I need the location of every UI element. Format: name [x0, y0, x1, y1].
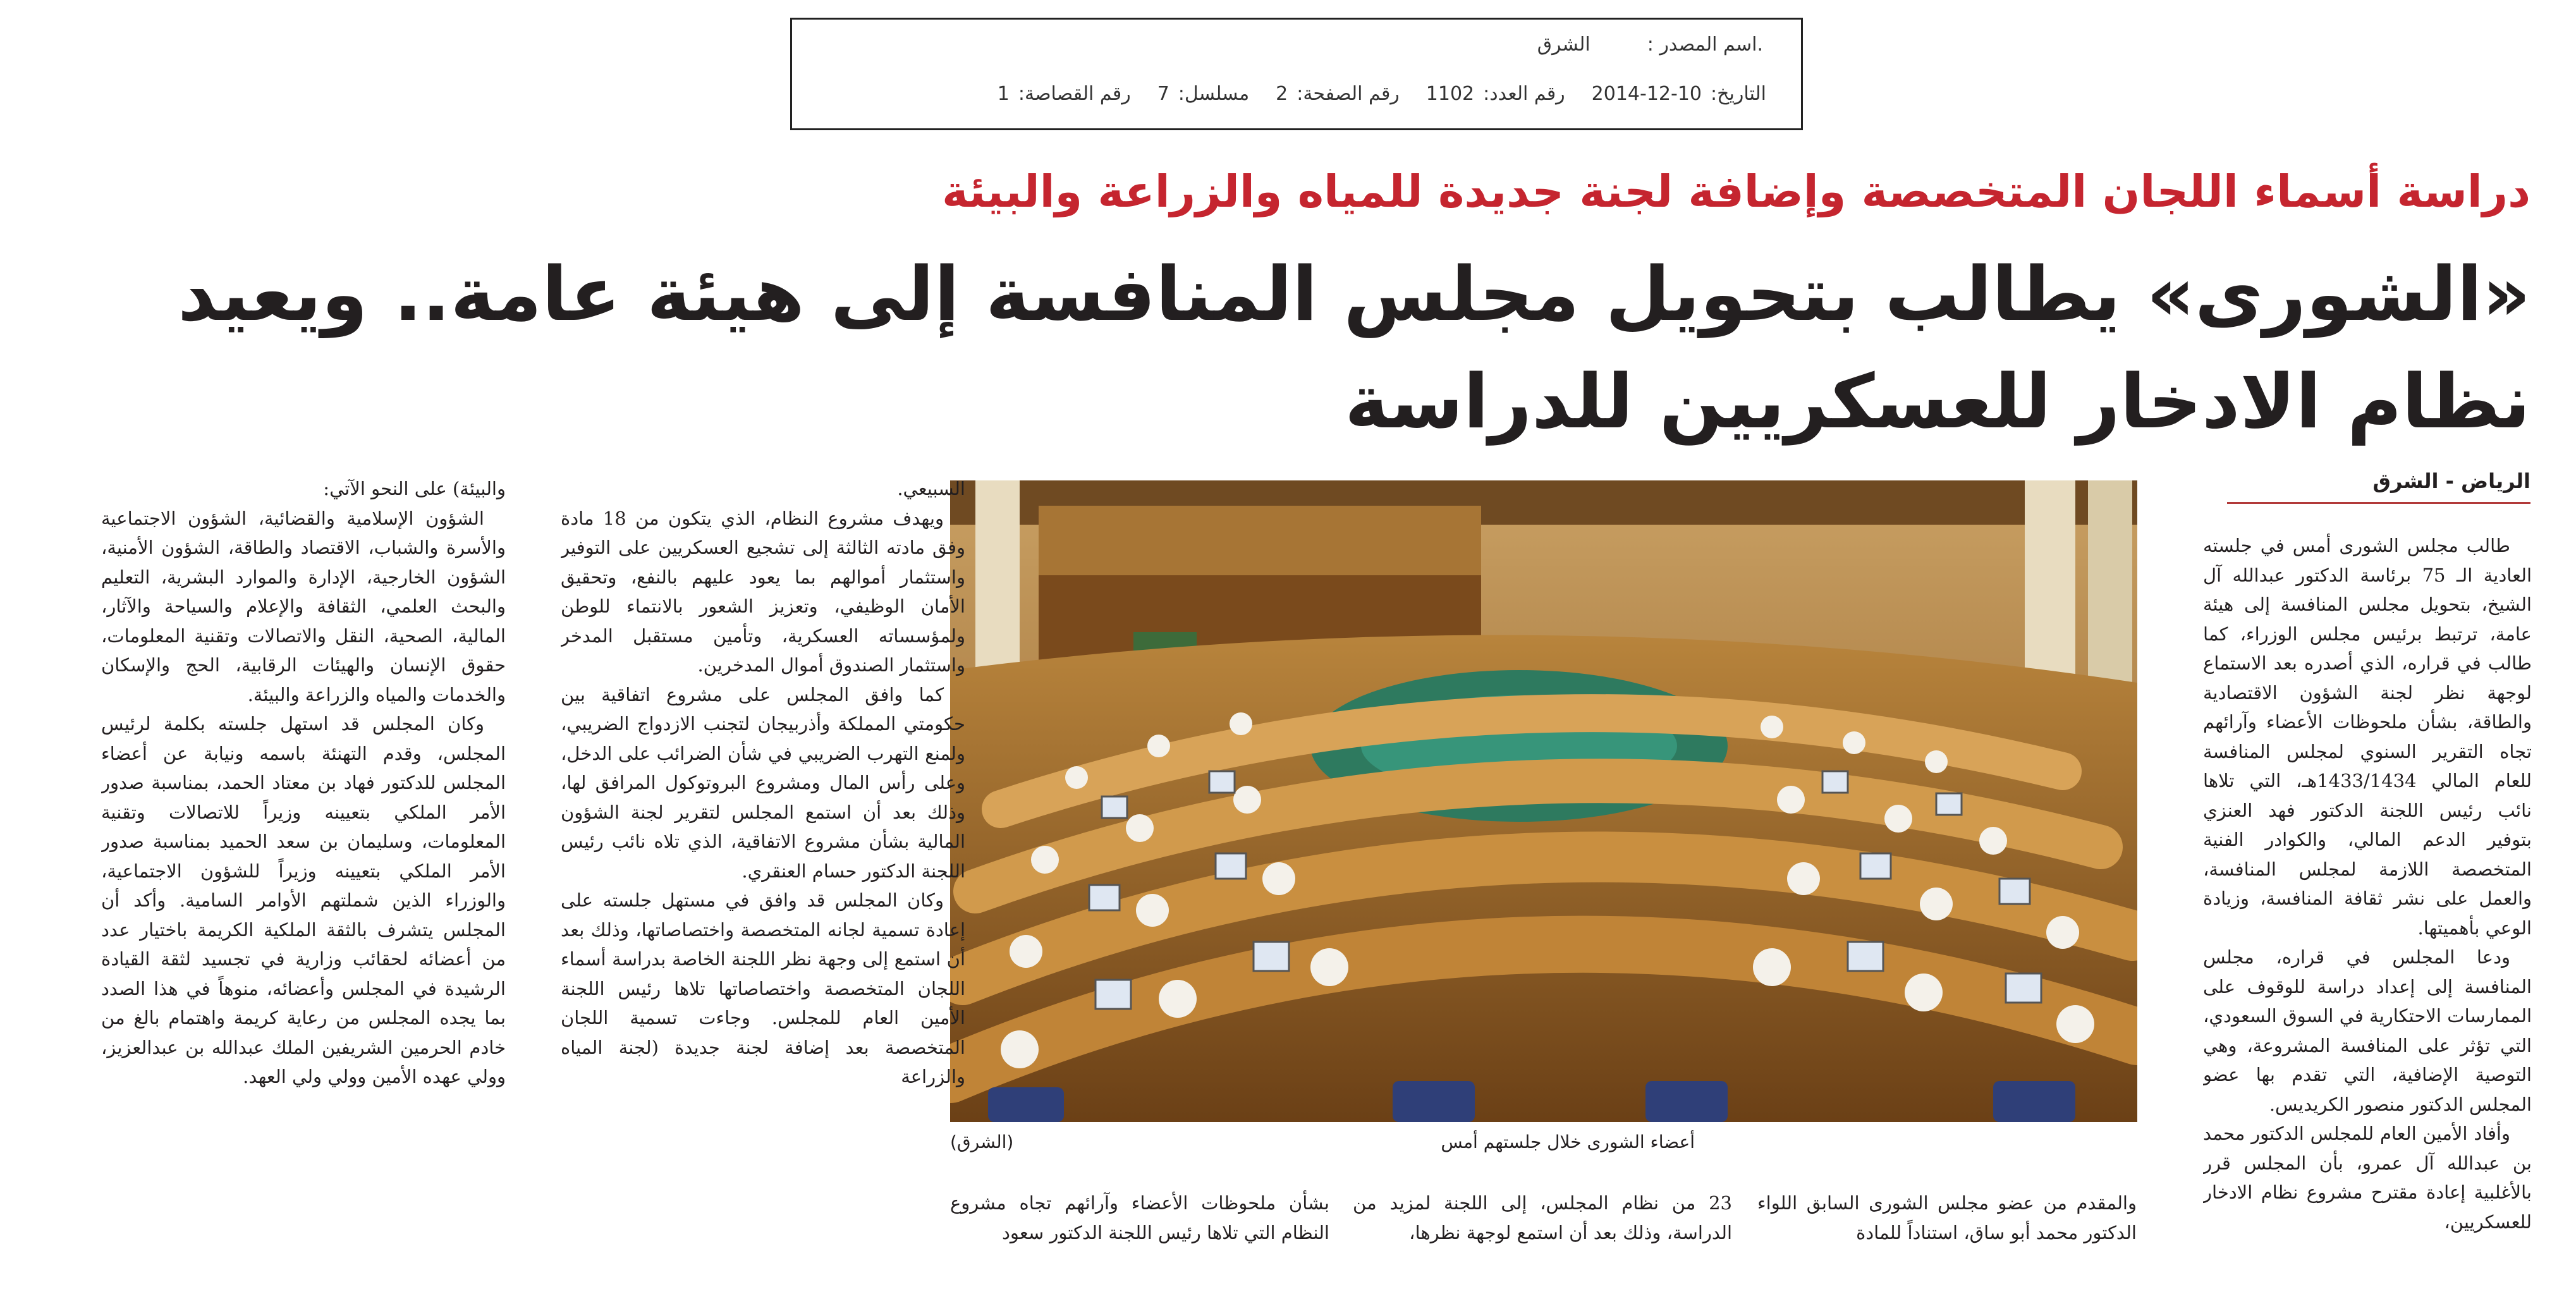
paragraph: والبيئة) على النحو الآتي:	[323, 478, 506, 499]
paragraph: 23 من نظام المجلس، إلى اللجنة لمزيد من الدراسة، وذلك بعد أن استمع لوجهة نظرها،	[1353, 1192, 1732, 1243]
article-column-5	[101, 474, 506, 1271]
paragraph: وكان المجلس قد وافق في مستهل جلسته على إعادة تسمية لجانه المتخصصة واختصاصاتها، وذلك بعد أن استمع إلى وجهة نظر اللجنة الخاصة بدراسة أسماء اللجان المتخصصة واختصاصاتها تلاها رئيس اللجنة الأمين العام للمجلس. وجاءت تسمية اللجان المتخصصة بعد إضافة لجنة جديدة (لجنة المياه والزراعة	[561, 889, 965, 1087]
clipping-metadata-box	[790, 18, 1803, 130]
article-column-4	[561, 474, 965, 1271]
under-photo-column-2	[1353, 1188, 1732, 1264]
paragraph: وأفاد الأمين العام للمجلس الدكتور محمد بن عبدالله آل عمرو، بأن المجلس قرر بالأغلبية إعادة مقترح مشروع نظام الادخار للعسكريين،	[2203, 1123, 2532, 1233]
date-field	[1592, 83, 1766, 105]
source-value: الشرق	[1537, 34, 1590, 56]
issue-label: رقم العدد:	[1483, 83, 1565, 105]
clip-label: رقم القصاصة:	[1018, 83, 1131, 105]
page-label: رقم الصفحة:	[1297, 83, 1400, 105]
article-column-1	[2203, 531, 2532, 1271]
serial-value: 7	[1157, 83, 1169, 105]
paragraph: كما وافق المجلس على مشروع اتفاقية بين حكومتي المملكة وأذربيجان لتجنب الازدواج الضريبي، ولمنع التهرب الضريبي في شأن الضرائب على الدخل، وعلى رأس المال ومشروع البروتوكول المرافق لها، وذلك بعد أن استمع المجلس لتقرير لجنة الشؤون المالية بشأن مشروع الاتفاقية، الذي تلاه نائب رئيس اللجنة الدكتور حسام العنقري.	[561, 683, 965, 882]
photo-caption-bar	[950, 1132, 2137, 1157]
headline-line-2: نظام الادخار للعسكريين للدراسة	[1345, 358, 2530, 445]
page-value: 2	[1276, 83, 1288, 105]
byline: الرياض - الشرق	[2227, 469, 2530, 504]
paragraph: وكان المجلس قد استهل جلسته بكلمة لرئيس المجلس، وقدم التهنئة باسمه ونيابة عن أعضاء المجلس للدكتور فهاد بن معتاد الحمد، بمناسبة صدور الأمر الملكي بتعيينه وزيراً للاتصالات وتقنية المعلومات، وسليمان بن سعد الحميد بمناسبة صدور الأمر الملكي بتعيينه وزيراً للشؤون الاجتماعية، والوزراء الذين شملتهم الأوامر السامية. وأكد أن المجلس يتشرف بالثقة الملكية الكريمة باختيار عدد من أعضائه لحقائب وزارية في تجسيد لثقة القيادة الرشيدة في المجلس وأعضائه، منوهاً في هذا الصدد بما يجده المجلس من رعاية كريمة واهتمام بالغ من خادم الحرمين الشريفين الملك عبدالله بن عبدالعزيز، وولي عهده الأمين وولي ولي العهد.	[101, 713, 506, 1087]
paragraph: ويهدف مشروع النظام، الذي يتكون من 18 مادة وفق مادته الثالثة إلى تشجيع العسكريين على التوفير واستثمار أموالهم بما يعود عليهم بالنفع، وتحقيق الأمان الوظيفي، وتعزيز الشعور بالانتماء للوطن ولمؤسساته العسكرية، وتأمين مستقبل المدخر واستثمار الصندوق أموال المدخرين.	[561, 507, 965, 676]
paragraph: الشؤون الإسلامية والقضائية، الشؤون الاجتماعية والأسرة والشباب، الاقتصاد والطاقة، الشؤون الأمنية، الشؤون الخارجية، الإدارة والموارد البشرية، التعليم والبحث العلمي، الثقافة والإعلام والسياحة والآثار، المالية، الصحية، النقل والاتصالات وتقنية المعلومات، حقوق الإنسان والهيئات الرقابية، الحج والإسكان والخدمات والمياه والزراعة والبيئة.	[101, 507, 506, 705]
photo-credit: (الشرق)	[950, 1132, 1014, 1152]
clip-value: 1	[997, 83, 1010, 105]
under-photo-column-1	[1757, 1188, 2137, 1264]
under-photo-column-3	[950, 1188, 1329, 1264]
serial-field	[1157, 83, 1249, 105]
paragraph: والمقدم من عضو مجلس الشورى السابق اللواء الدكتور محمد أبو ساق، استناداً للمادة	[1757, 1192, 2137, 1243]
issue-details-row	[998, 83, 1766, 105]
issue-field	[1426, 83, 1565, 105]
date-value: 2014-12-10	[1591, 83, 1702, 105]
paragraph: السبيعي.	[897, 478, 965, 499]
paragraph: ودعا المجلس في قراره، مجلس المنافسة إلى إعداد دراسة للوقوف على الممارسات الاحتكارية في السوق السعودي، التي تؤثر على المنافسة المشروعة، وهي التوصية الإضافية، التي تقدم بها عضو المجلس الدكتور منصور الكريديس.	[2203, 946, 2532, 1115]
headline-line-1: «الشورى» يطالب بتحويل مجلس المنافسة إلى هيئة عامة.. ويعيد	[178, 250, 2530, 338]
serial-label: مسلسل:	[1178, 83, 1250, 105]
chamber-photo	[950, 480, 2137, 1122]
assembly-hall-illustration	[950, 480, 2137, 1122]
article-kicker: دراسة أسماء اللجان المتخصصة وإضافة لجنة جديدة للمياه والزراعة والبيئة	[942, 166, 2530, 217]
paragraph: بشأن ملحوظات الأعضاء وآرائهم تجاه مشروع النظام التي تلاها رئيس اللجنة الدكتور سعود	[950, 1192, 1329, 1243]
issue-value: 1102	[1425, 83, 1475, 105]
source-row	[1537, 34, 1763, 56]
clip-field	[998, 83, 1131, 105]
source-label: .اسم المصدر :	[1647, 34, 1763, 56]
page-field	[1276, 83, 1400, 105]
date-label: التاريخ:	[1711, 83, 1766, 105]
paragraph: طالب مجلس الشورى أمس في جلسته العادية الـ 75 برئاسة الدكتور عبدالله آل الشيخ، بتحويل مجلس المنافسة إلى هيئة عامة، ترتبط برئيس مجلس الوزراء، كما طالب في قراره، الذي أصدره بعد الاستماع لوجهة نظر لجنة الشؤون الاقتصادية والطاقة، بشأن ملحوظات الأعضاء وآرائهم تجاه التقرير السنوي لمجلس المنافسة للعام المالي 1433/1434هـ، التي تلاها نائب رئيس اللجنة الدكتور فهد العنزي بتوفير الدعم المالي، والكوادر الفنية المتخصصة اللازمة لمجلس المنافسة، والعمل على نشر ثقافة المنافسة، وزيادة الوعي بأهميتها.	[2203, 535, 2532, 939]
article-headline	[65, 240, 2530, 455]
photo-caption: أعضاء الشورى خلال جلستهم أمس	[1441, 1132, 1695, 1152]
